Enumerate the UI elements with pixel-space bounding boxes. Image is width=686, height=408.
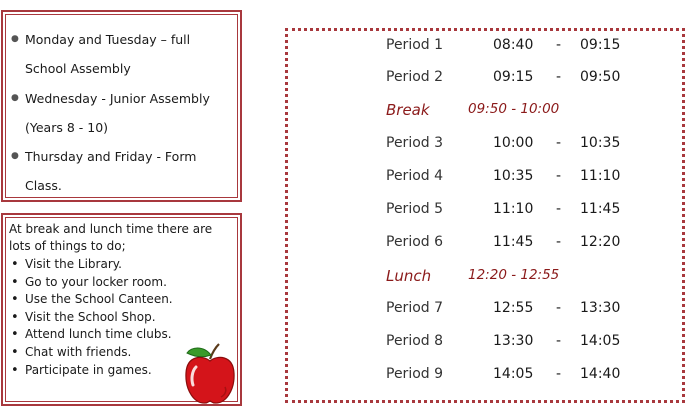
- start-time: 14:05: [493, 366, 534, 382]
- period-label: Period 7: [386, 300, 444, 316]
- start-time: 13:30: [493, 333, 534, 349]
- end-time: 09:50: [580, 69, 621, 85]
- end-time: 10:35: [580, 135, 621, 151]
- period-label: Period 2: [386, 69, 444, 85]
- time-separator: -: [556, 300, 562, 316]
- start-time: 08:40: [493, 37, 534, 53]
- assembly-item-line1: Wednesday - Junior Assembly: [25, 90, 210, 106]
- assembly-item-line1: Thursday and Friday - Form: [25, 149, 197, 165]
- end-time: 14:05: [580, 333, 621, 349]
- time-separator: -: [556, 135, 562, 151]
- activity-item: • Chat with friends.: [25, 344, 173, 362]
- assembly-item-line2: School Assembly: [25, 61, 131, 77]
- assembly-item: [11, 142, 232, 201]
- break-label: Break: [386, 101, 430, 119]
- start-time: 10:00: [493, 135, 534, 151]
- bullet-icon: ●: [11, 151, 19, 162]
- time-separator: -: [556, 366, 562, 382]
- break-time: 09:50 - 10:00: [468, 101, 560, 117]
- time-separator: -: [556, 201, 562, 217]
- period-label: Period 3: [386, 135, 444, 151]
- activity-item: • Participate in games.: [25, 362, 173, 380]
- assembly-list: [3, 12, 240, 201]
- apple-icon: [183, 343, 237, 405]
- lunch-label: Lunch: [386, 267, 432, 285]
- time-separator: -: [556, 69, 562, 85]
- assembly-item-line2: (Years 8 - 10): [25, 119, 109, 135]
- end-time: 09:15: [580, 37, 621, 53]
- start-time: 11:45: [493, 234, 534, 250]
- assembly-schedule-box: [1, 10, 242, 202]
- break-intro-text: At break and lunch time there are lots of things to do;: [9, 222, 213, 253]
- lunch-time: 12:20 - 12:55: [468, 267, 560, 283]
- end-time: 12:20: [580, 234, 621, 250]
- time-separator: -: [556, 234, 562, 250]
- time-separator: -: [556, 333, 562, 349]
- start-time: 11:10: [493, 201, 534, 217]
- activity-item: • Visit the School Shop.: [25, 309, 173, 327]
- timetable: [285, 28, 685, 403]
- activity-item: • Attend lunch time clubs.: [25, 326, 173, 344]
- period-label: Period 8: [386, 333, 444, 349]
- period-label: Period 4: [386, 168, 444, 184]
- period-label: Period 9: [386, 366, 444, 382]
- bullet-icon: ●: [11, 92, 19, 103]
- activity-item: • Visit the Library.: [25, 256, 173, 274]
- activity-item: • Go to your locker room.: [25, 274, 173, 292]
- time-separator: -: [556, 168, 562, 184]
- time-separator: -: [556, 37, 562, 53]
- activity-list: [25, 256, 173, 379]
- start-time: 12:55: [493, 300, 534, 316]
- period-label: Period 1: [386, 37, 444, 53]
- activity-item: • Use the School Canteen.: [25, 291, 173, 309]
- end-time: 11:10: [580, 168, 621, 184]
- start-time: 10:35: [493, 168, 534, 184]
- end-time: 13:30: [580, 300, 621, 316]
- bullet-icon: ●: [11, 34, 19, 44]
- assembly-item-line2: Class.: [25, 178, 62, 194]
- assembly-item: [11, 84, 232, 143]
- assembly-item: [11, 25, 232, 84]
- period-label: Period 6: [386, 234, 444, 250]
- end-time: 11:45: [580, 201, 621, 217]
- end-time: 14:40: [580, 366, 621, 382]
- start-time: 09:15: [493, 69, 534, 85]
- assembly-item-line1: Monday and Tuesday – full: [25, 32, 191, 47]
- period-label: Period 5: [386, 201, 444, 217]
